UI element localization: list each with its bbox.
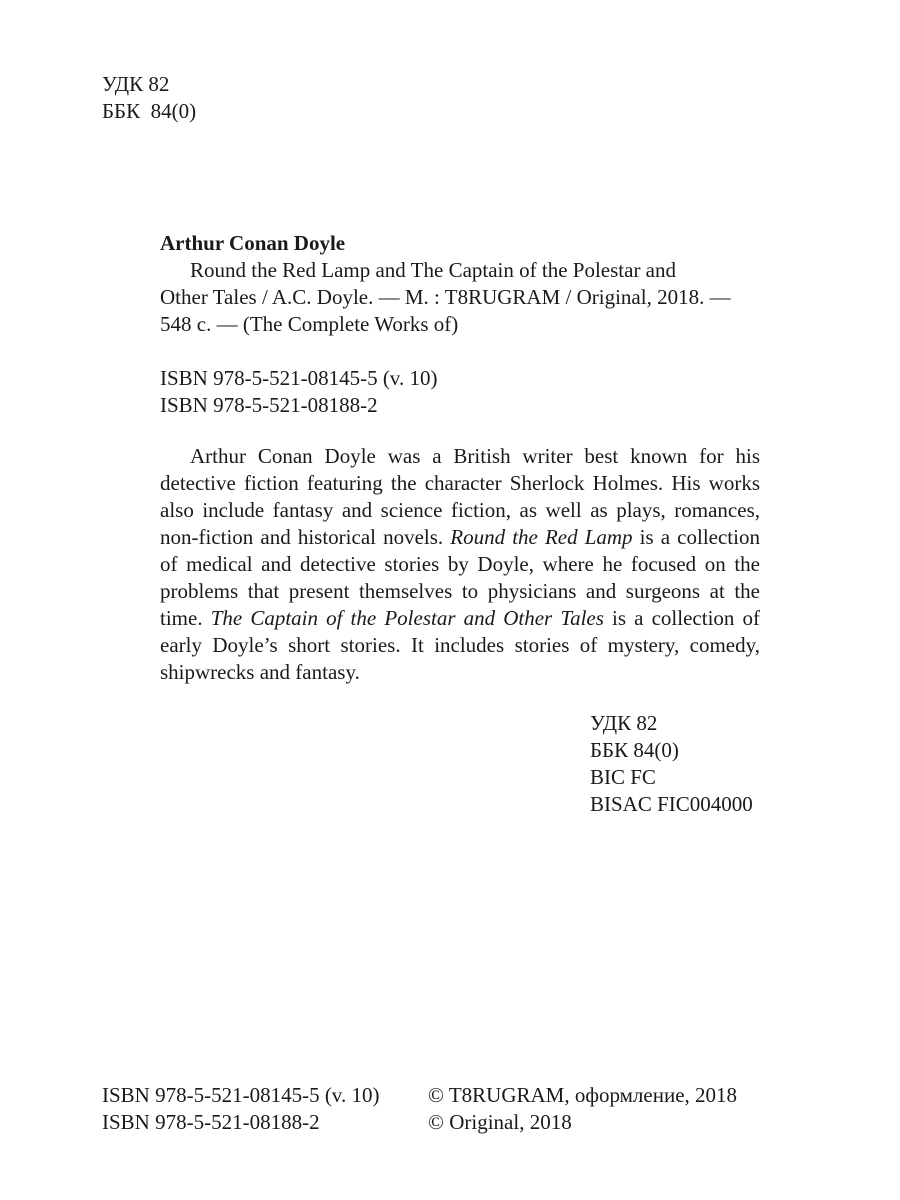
code-line: BISAC FIC004000 (590, 792, 753, 816)
bbk-code: ББК 84(0) (102, 99, 197, 123)
abstract-text: Arthur Conan Doyle was a British writer best known for his detective fiction featuring the character Sherlock Holmes. His works also include fantasy and science fiction, as well as plays, romances, non-fiction and historical novels. (160, 444, 760, 549)
author-name: Arthur Conan Doyle (160, 231, 346, 255)
abstract (160, 443, 760, 686)
isbn-line: ISBN 978-5-521-08188-2 (102, 1110, 320, 1134)
code-line: ББК 84(0) (590, 738, 679, 762)
udk-code: УДК 82 (102, 72, 170, 96)
title-line: Round the Red Lamp and The Captain of the Polestar and (190, 258, 677, 282)
footer-copyrights (428, 1082, 737, 1136)
book-title-italic: The Captain of the Polestar and Other Tales (210, 606, 604, 630)
copyright-line: © Original, 2018 (428, 1110, 572, 1134)
book-title-italic: Round the Red Lamp (450, 525, 633, 549)
code-line: BIC FC (590, 765, 656, 789)
abstract-text: is a collection of medical and detective stories by Doyle, where he focused on the problems that present themselves to physicians and surgeons at the time. (160, 525, 760, 630)
top-classification (102, 71, 196, 125)
abstract-text: is a collection of early Doyle’s short stories. It includes stories of mystery, comedy, shipwrecks and fantasy. (160, 606, 761, 684)
code-line: УДК 82 (590, 711, 658, 735)
abstract-paragraph (160, 443, 760, 686)
footer-isbns (102, 1082, 379, 1136)
title-line: 548 c. — (The Complete Works of) (160, 312, 459, 336)
isbn-line: ISBN 978-5-521-08145-5 (v. 10) (160, 366, 438, 390)
isbn-block (160, 365, 437, 419)
isbn-line: ISBN 978-5-521-08145-5 (v. 10) (102, 1083, 380, 1107)
copyright-line: © T8RUGRAM, оформление, 2018 (428, 1083, 738, 1107)
title-line: Other Tales / A.C. Doyle. — M. : T8RUGRAM / Original, 2018. — (160, 285, 731, 309)
isbn-line: ISBN 978-5-521-08188-2 (160, 393, 378, 417)
bibliographic-record (160, 230, 760, 338)
classification-codes (590, 710, 753, 818)
